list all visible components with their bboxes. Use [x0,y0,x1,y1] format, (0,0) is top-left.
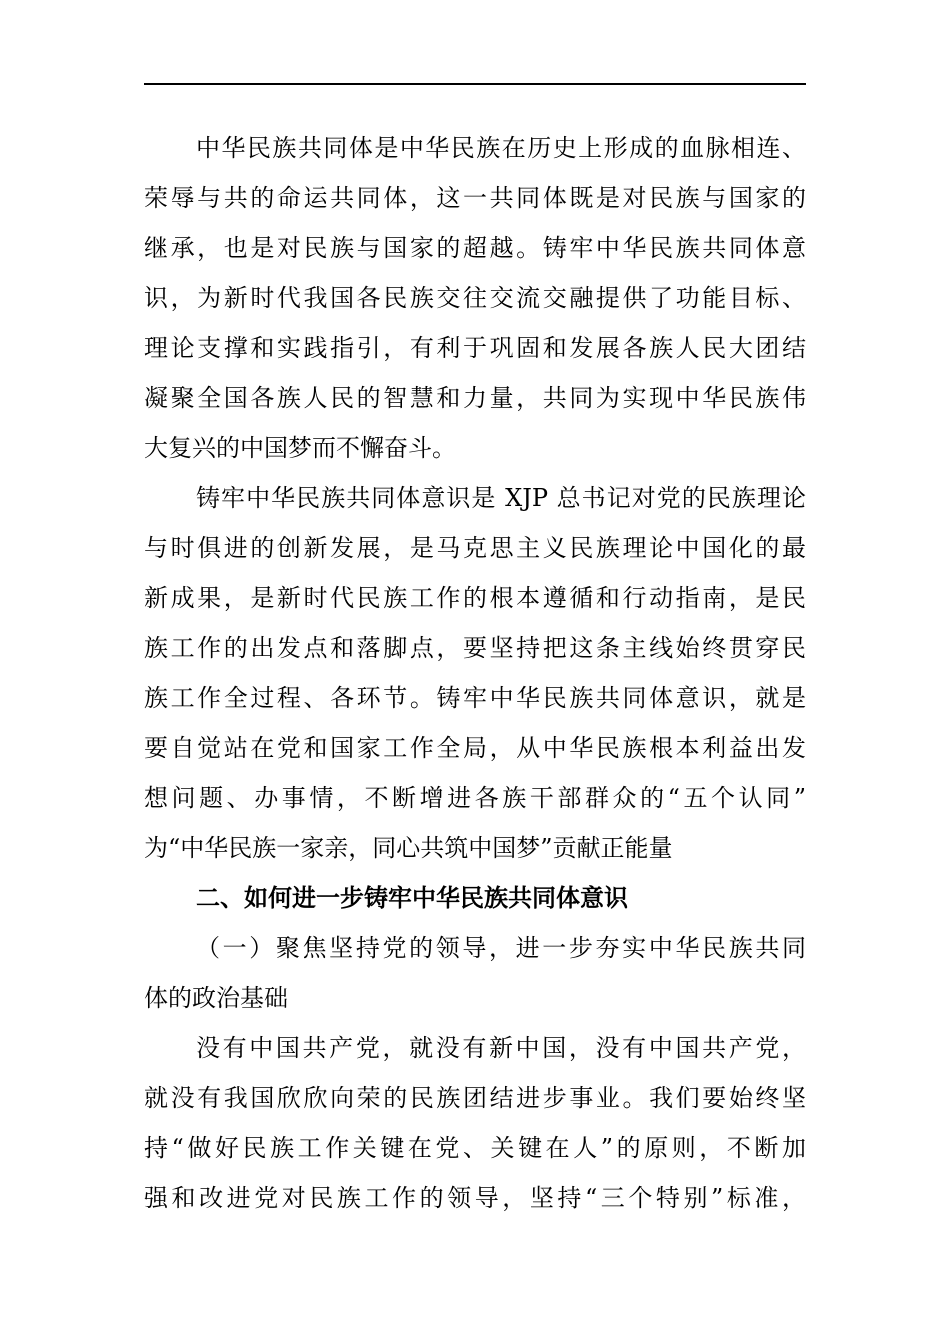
paragraph-1 [144,123,806,473]
text-line: 就没有我国欣欣向荣的民族团结进步事业。我们要始终坚 [144,1084,806,1112]
text-line: 强和改进党对民族工作的领导，坚持“三个特别”标准， [144,1184,806,1212]
text-line: 族工作的出发点和落脚点，要坚持把这条主线始终贯穿民 [144,634,806,662]
document-body [144,123,806,1223]
text-line: 为“中华民族一家亲，同心共筑中国梦”贡献正能量 [144,834,673,862]
paragraph-2 [144,473,806,873]
text-line: 中华民族共同体是中华民族在历史上形成的血脉相连、 [196,134,806,162]
text-line: （一）聚焦坚持党的领导，进一步夯实中华民族共同 [196,934,806,962]
text-line: 荣辱与共的命运共同体，这一共同体既是对民族与国家的 [144,184,806,212]
section-heading [144,873,806,923]
text-line: 理论支撑和实践指引，有利于巩固和发展各族人民大团结 [144,334,806,362]
text-line: 没有中国共产党，就没有新中国，没有中国共产党， [196,1034,806,1062]
paragraph-3 [144,1023,806,1223]
text-line: 想问题、办事情，不断增进各族干部群众的“五个认同” [144,784,806,812]
text-line: 凝聚全国各族人民的智慧和力量，共同为实现中华民族伟 [144,384,806,412]
text-line: 继承，也是对民族与国家的超越。铸牢中华民族共同体意 [144,234,806,262]
text-line: 族工作全过程、各环节。铸牢中华民族共同体意识，就是 [144,684,806,712]
subsection-heading [144,923,806,1023]
text-line: 新成果，是新时代民族工作的根本遵循和行动指南，是民 [144,584,806,612]
text-line: 与时俱进的创新发展，是马克思主义民族理论中国化的最 [144,534,806,562]
text-line: 持“做好民族工作关键在党、关键在人”的原则，不断加 [144,1134,806,1162]
header-rule [144,83,806,85]
text-line: 识，为新时代我国各民族交往交流交融提供了功能目标、 [144,284,806,312]
heading-text: 二、如何进一步铸牢中华民族共同体意识 [196,884,628,912]
text-line: 要自觉站在党和国家工作全局，从中华民族根本利益出发 [144,734,806,762]
text-line: 体的政治基础 [144,984,288,1012]
text-line: 大复兴的中国梦而不懈奋斗。 [144,434,456,462]
text-line: 铸牢中华民族共同体意识是 XJP 总书记对党的民族理论 [196,484,806,512]
